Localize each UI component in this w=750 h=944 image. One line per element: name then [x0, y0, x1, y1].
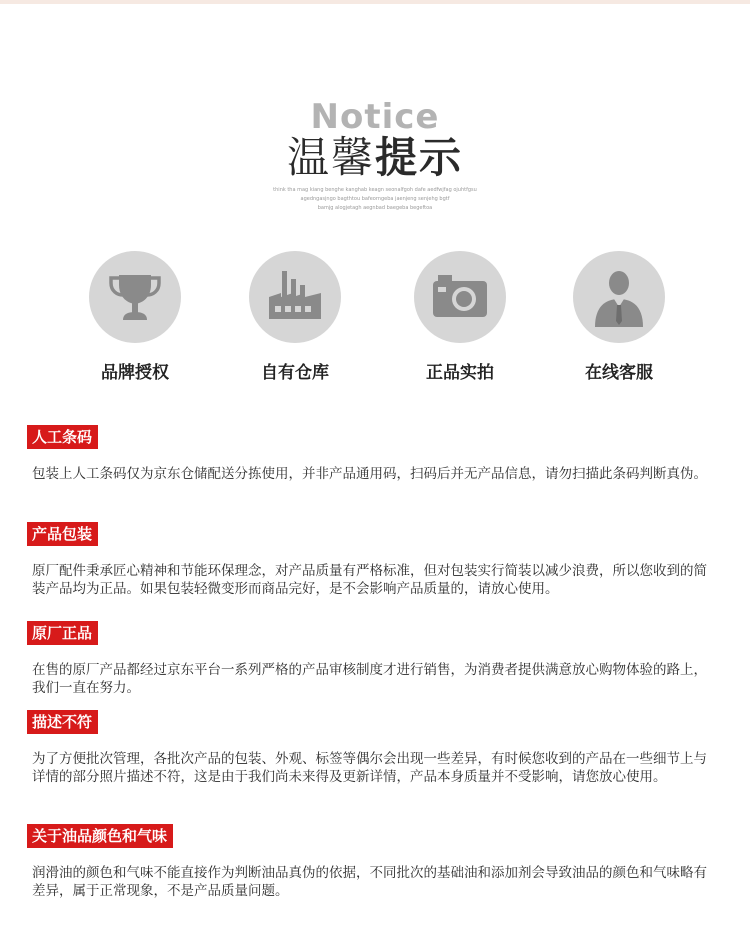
person-icon	[573, 251, 665, 343]
feature-label: 正品实拍	[426, 363, 494, 383]
feature-label: 品牌授权	[101, 363, 169, 383]
feature-brand-authorization	[55, 251, 215, 391]
feature-real-photos	[380, 251, 540, 391]
feature-online-service	[539, 251, 699, 391]
page-title	[0, 133, 750, 183]
section-tag: 描述不符	[27, 710, 98, 734]
page-title-light: 温馨	[286, 133, 375, 182]
feature-row	[0, 251, 750, 391]
camera-icon	[414, 251, 506, 343]
section-body: 润滑油的颜色和气味不能直接作为判断油品真伪的依据，不同批次的基础油和添加剂会导致油品的颜色和气味略有差异，属于正常现象，不是产品质量问题。	[32, 865, 707, 899]
page-title-bold: 提示	[375, 133, 464, 182]
subtitle-line: agedngasjngo bagthtou bafeorngeba jaenjeng senjehg bgtf	[300, 196, 450, 202]
section-body: 原厂配件秉承匠心精神和节能环保理念，对产品质量有严格标准，但对包装实行简装以减少浪费，所以您收到的简装产品均为正品。如果包装轻微变形而商品完好，是不会影响产品质量的，请放心使用。	[32, 563, 707, 597]
section-body: 在售的原厂产品都经过京东平台一系列严格的产品审核制度才进行销售，为消费者提供满意放心购物体验的路上，我们一直在努力。	[32, 662, 707, 696]
section-tag: 产品包装	[27, 522, 98, 546]
subtitle-line: think tha mag kiang benghe kanghab keagn seonalfgoh dafe aedfwjfag ojuhtfgsu	[273, 187, 477, 193]
decorative-subtitle	[0, 186, 750, 213]
section-tag: 原厂正品	[27, 621, 98, 645]
notice-word: Notice	[310, 97, 440, 129]
section-tag: 人工条码	[27, 425, 98, 449]
notice-header	[0, 95, 750, 220]
feature-own-warehouse	[215, 251, 375, 391]
section-tag: 关于油品颜色和气味	[27, 824, 173, 848]
trophy-icon	[89, 251, 181, 343]
top-accent-strip	[0, 0, 750, 4]
factory-icon	[249, 251, 341, 343]
feature-label: 在线客服	[585, 363, 653, 383]
section-body: 包装上人工条码仅为京东仓储配送分拣使用，并非产品通用码，扫码后并无产品信息，请勿扫描此条码判断真伪。	[32, 466, 707, 482]
subtitle-line: bamjg alogjetagh aegnbad baegeba begeftoa	[317, 205, 433, 211]
feature-label: 自有仓库	[261, 363, 329, 383]
section-body: 为了方便批次管理，各批次产品的包装、外观、标签等偶尔会出现一些差异，有时候您收到的产品在一些细节上与详情的部分照片描述不符，这是由于我们尚未来得及更新详情，产品本身质量并不受影响，请您放心使用。	[32, 751, 707, 785]
